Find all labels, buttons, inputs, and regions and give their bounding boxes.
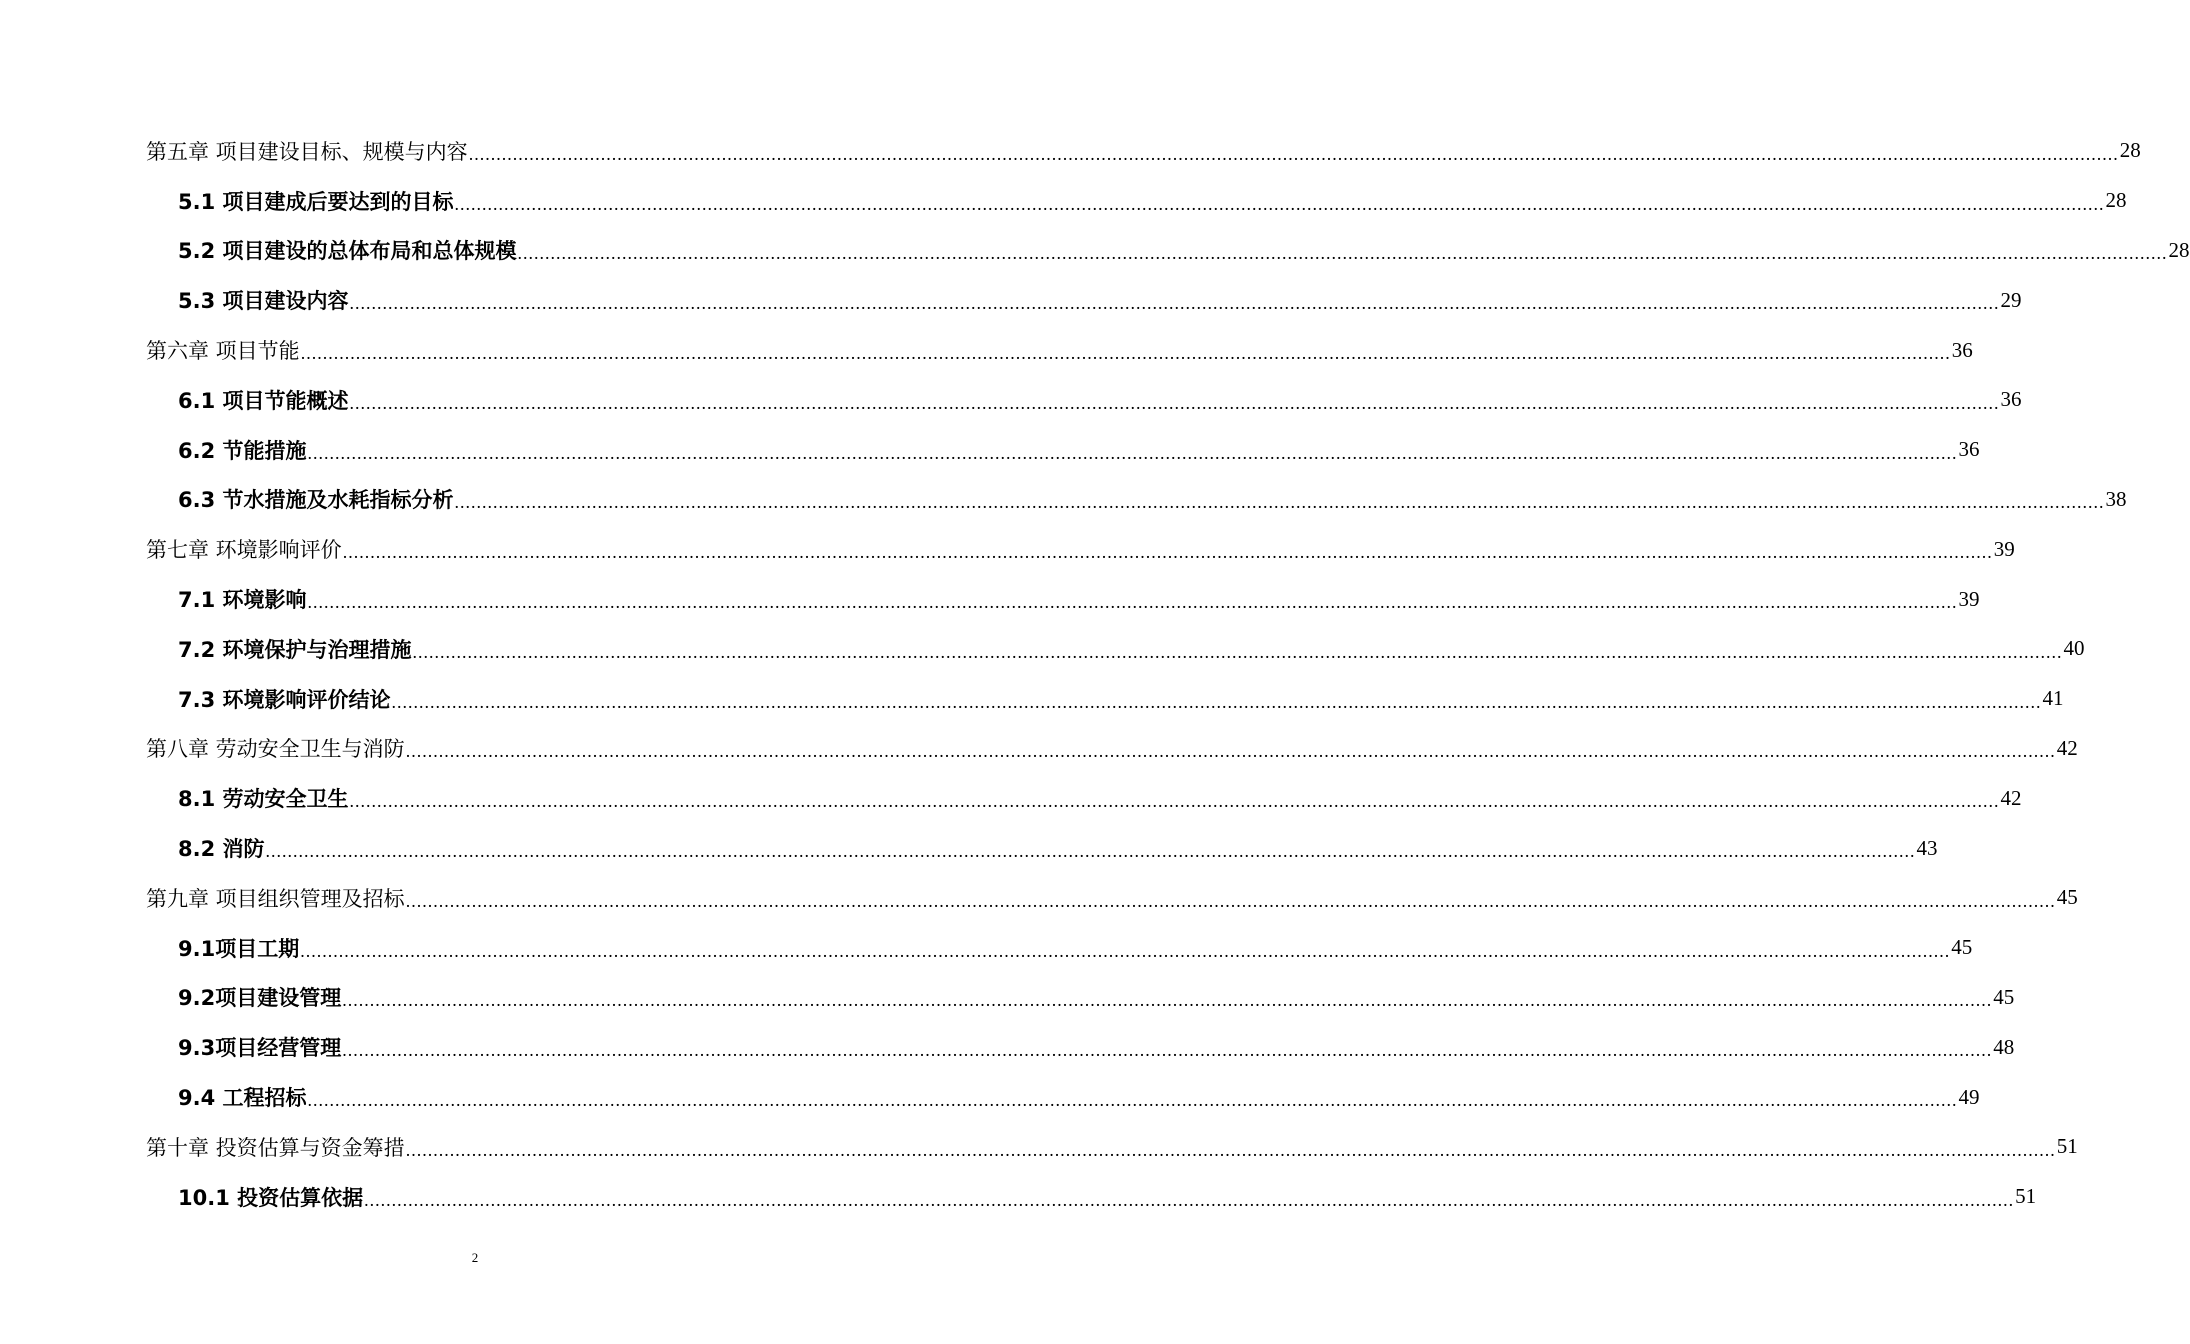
toc-entry-page: 39 [1993,536,2015,561]
toc-entry-title: 第十章 投资估算与资金筹措 [146,1135,405,1160]
toc-entry-page: 41 [2042,686,2064,711]
toc-entry[interactable] [146,425,1980,475]
toc-entry-title: 第五章 项目建设目标、规模与内容 [146,139,468,164]
toc-entry-title: 9.4 工程招标 [178,1086,307,1111]
toc-dot-leader: ............................................................................................................................................................................................................................................................................................................ [300,343,1951,364]
toc-dot-leader: ............................................................................................................................................................................................................................................................................................................ [412,641,2063,662]
toc-entry[interactable] [146,773,2022,823]
toc-entry[interactable] [146,674,2064,724]
toc-entry-page: 40 [2063,636,2085,661]
toc-entry[interactable] [146,574,1980,624]
toc-entry[interactable] [146,1022,2015,1072]
toc-entry[interactable] [146,724,2078,774]
toc-entry[interactable] [146,524,2015,574]
toc-dot-leader: ............................................................................................................................................................................................................................................................................................................ [300,940,1951,961]
toc-entry-title: 5.3 项目建设内容 [178,289,349,314]
toc-dot-leader: ............................................................................................................................................................................................................................................................................................................ [405,741,2056,762]
toc-entry[interactable] [146,275,2022,325]
toc-entry-title: 6.1 项目节能概述 [178,388,349,413]
toc-entry-page: 51 [2056,1134,2078,1159]
toc-entry-page: 36 [1958,437,1980,462]
toc-entry-title: 6.3 节水措施及水耗指标分析 [178,488,454,513]
toc-dot-leader: ............................................................................................................................................................................................................................................................................................................ [454,492,2105,513]
toc-dot-leader: ............................................................................................................................................................................................................................................................................................................ [342,542,1993,563]
toc-entry-title: 第八章 劳动安全卫生与消防 [146,737,405,762]
toc-entry-title: 5.2 项目建设的总体布局和总体规模 [178,239,517,264]
toc-entry-title: 第六章 项目节能 [146,339,300,364]
toc-entry[interactable] [146,475,2127,525]
toc-entry-title: 第七章 环境影响评价 [146,538,342,563]
toc-entry-title: 第九章 项目组织管理及招标 [146,886,405,911]
toc-dot-leader: ............................................................................................................................................................................................................................................................................................................ [307,592,1958,613]
page-number: 2 [471,1250,479,1265]
toc-entry-page: 28 [2105,188,2127,213]
toc-dot-leader: ............................................................................................................................................................................................................................................................................................................ [307,442,1958,463]
toc-dot-leader: ............................................................................................................................................................................................................................................................................................................ [342,990,1993,1011]
toc-entry[interactable] [146,375,2022,425]
toc-entry-page: 29 [2000,287,2022,312]
toc-entry-title: 7.3 环境影响评价结论 [178,687,391,712]
toc-entry-page: 45 [2056,885,2078,910]
toc-entry[interactable] [146,226,2190,276]
toc-dot-leader: ............................................................................................................................................................................................................................................................................................................ [364,1189,2015,1210]
toc-entry-title: 10.1 投资估算依据 [178,1185,364,1210]
toc-entry-title: 8.2 消防 [178,837,265,862]
toc-entry-page: 36 [1951,337,1973,362]
toc-entry-title: 9.2项目建设管理 [178,986,342,1011]
toc-dot-leader: ............................................................................................................................................................................................................................................................................................................ [391,691,2042,712]
toc-dot-leader: ............................................................................................................................................................................................................................................................................................................ [349,293,2000,314]
toc-dot-leader: ............................................................................................................................................................................................................................................................................................................ [405,1139,2056,1160]
toc-entry[interactable] [146,973,2015,1023]
toc-entry[interactable] [146,923,1973,973]
toc-dot-leader: ............................................................................................................................................................................................................................................................................................................ [349,791,2000,812]
toc-entry-title: 6.2 节能措施 [178,438,307,463]
toc-dot-leader: ............................................................................................................................................................................................................................................................................................................ [405,890,2056,911]
toc-entry-page: 45 [1951,935,1973,960]
toc-entry-title: 7.1 环境影响 [178,588,307,613]
toc-entry-page: 45 [1993,984,2015,1009]
toc-entry[interactable] [146,873,2078,923]
toc-entry-title: 9.1项目工期 [178,936,300,961]
toc-entry-page: 38 [2105,486,2127,511]
toc-entry[interactable] [146,1072,1980,1122]
toc-dot-leader: ............................................................................................................................................................................................................................................................................................................ [349,392,2000,413]
toc-entry-page: 43 [1916,835,1938,860]
toc-entry-title: 9.3项目经营管理 [178,1036,342,1061]
toc-entry-page: 36 [2000,387,2022,412]
toc-entry[interactable] [146,1172,2037,1222]
toc-entry[interactable] [146,325,1973,375]
toc-entry-title: 8.1 劳动安全卫生 [178,787,349,812]
toc-entry[interactable] [146,1122,2078,1172]
toc-entry-page: 49 [1958,1084,1980,1109]
toc-dot-leader: ............................................................................................................................................................................................................................................................................................................ [265,841,1916,862]
toc-entry-page: 42 [2056,735,2078,760]
toc-entry-page: 48 [1993,1034,2015,1059]
toc-entry-page: 39 [1958,586,1980,611]
toc-entry-page: 42 [2000,785,2022,810]
toc-dot-leader: ............................................................................................................................................................................................................................................................................................................ [468,143,2119,164]
toc-entry-page: 28 [2119,138,2141,163]
toc-entry-page: 51 [2015,1184,2037,1209]
table-of-contents [146,126,2190,1222]
toc-entry[interactable] [146,176,2127,226]
toc-entry[interactable] [146,624,2085,674]
toc-entry[interactable] [146,823,1938,873]
toc-dot-leader: ............................................................................................................................................................................................................................................................................................................ [307,1090,1958,1111]
toc-entry-title: 7.2 环境保护与治理措施 [178,637,412,662]
toc-dot-leader: ............................................................................................................................................................................................................................................................................................................ [342,1040,1993,1061]
toc-entry-page: 28 [2168,237,2190,262]
toc-entry-title: 5.1 项目建成后要达到的目标 [178,189,454,214]
toc-dot-leader: ............................................................................................................................................................................................................................................................................................................ [517,243,2168,264]
toc-dot-leader: ............................................................................................................................................................................................................................................................................................................ [454,193,2105,214]
toc-entry[interactable] [146,126,2141,176]
